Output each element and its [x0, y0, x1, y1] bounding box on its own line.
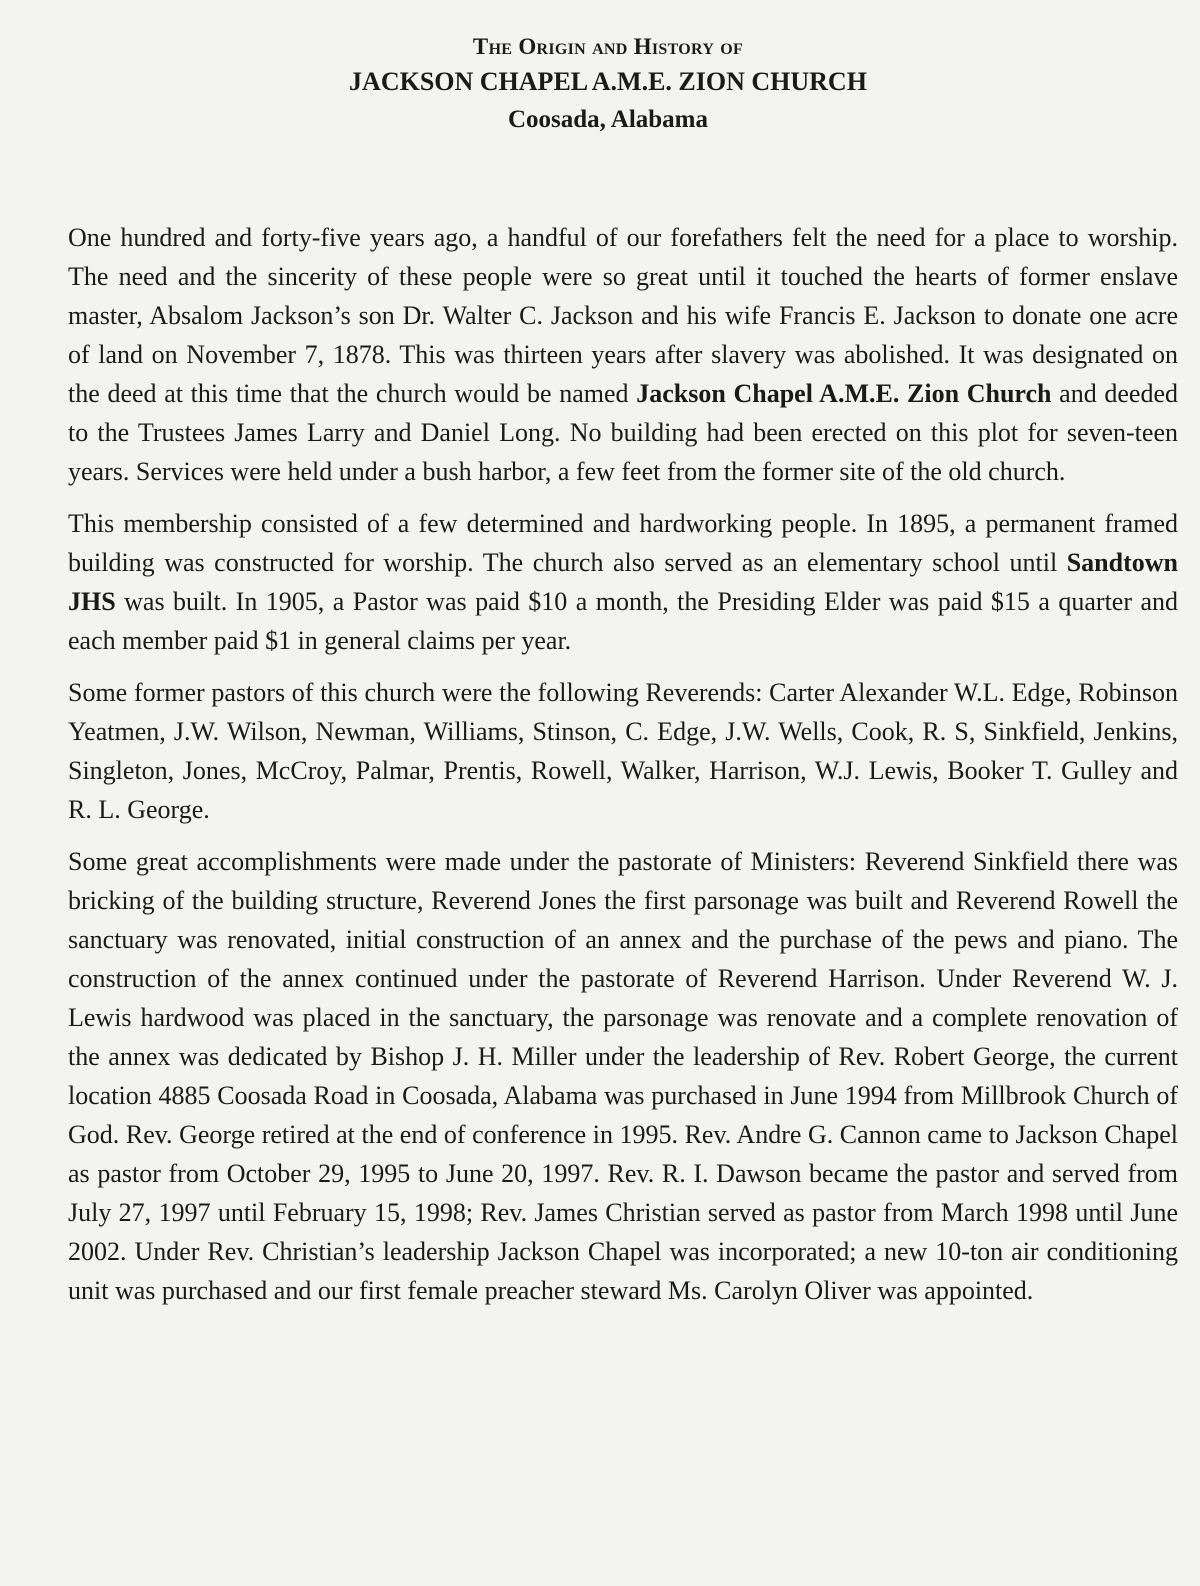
- paragraph-former-pastors: Some former pastors of this church were the following Reverends: Carter Alexander W.L. Edge, Robinson Yeatmen, J.W. Wilson, Newman, Williams, Stinson, C. Edge, J.W. Wells, Cook, R. S, Sinkfield, Jenkins, Singleton, Jones, McCroy, Palmar, Prentis, Rowell, Walker, Harrison, W.J. Lewis, Booker T. Gulley and R. L. George.: [68, 678, 1178, 824]
- paragraph-membership: [68, 504, 1178, 660]
- document-body: [68, 218, 1178, 1310]
- paragraph-accomplishments: Some great accomplishments were made under the pastorate of Ministers: Reverend Sinkfield there was bricking of the building structure, Reverend Jones the first parsonage was built and Reverend Rowell the sanctuary was renovated, initial construction of an annex and the purchase of the pews and piano. The construction of the annex continued under the pastorate of Reverend Harrison. Under Reverend W. J. Lewis hardwood was placed in the sanctuary, the parsonage was renovate and a complete renovation of the annex was dedicated by Bishop J. H. Miller under the leadership of Rev. Robert George, the current location 4885 Coosada Road in Coosada, Alabama was purchased in June 1994 from Millbrook Church of God. Rev. George retired at the end of conference in 1995. Rev. Andre G. Cannon came to Jackson Chapel as pastor from October 29, 1995 to June 20, 1997. Rev. R. I. Dawson became the pastor and served from July 27, 1997 until February 15, 1998; Rev. James Christian served as pastor from March 1998 until June 2002. Under Rev. Christian’s leadership Jackson Chapel was incorporated; a new 10-ton air conditioning unit was purchased and our first female preacher steward Ms. Carolyn Oliver was appointed.: [68, 847, 1178, 1305]
- paragraph-text: This membership consisted of a few determined and hardworking people. In 1895, a permanent framed building was constructed for worship. The church also served as an elementary school until: [68, 509, 1178, 577]
- school-name-bold: Sandtown JHS: [68, 548, 1178, 616]
- paragraph-text: and deeded to the Trustees James Larry and Daniel Long. No building had been erected on this plot for seven-teen years. Services were held under a bush harbor, a few feet from the former site of the old church.: [68, 379, 1179, 486]
- church-name-heading: JACKSON CHAPEL A.M.E. ZION CHURCH: [349, 67, 867, 96]
- paragraph-text: was built. In 1905, a Pastor was paid $10 a month, the Presiding Elder was paid $15 a quarter and each member paid $1 in general claims per year.: [68, 587, 1178, 655]
- paragraph-text: One hundred and forty-five years ago, a handful of our forefathers felt the need for a place to worship. The need and the sincerity of these people were so great until it touched the hearts of former enslave master, Absalom Jackson’s son Dr. Walter C. Jackson and his wife Francis E. Jackson to donate one acre of land on November 7, 1878. This was thirteen years after slavery was abolished. It was designated on the deed at this time that the church would be named: [68, 223, 1178, 408]
- paragraph-founding: [68, 218, 1178, 491]
- document-header: [38, 30, 1178, 140]
- church-name-bold: Jackson Chapel A.M.E. Zion Church: [636, 379, 1052, 408]
- header-title-line: The Origin and History of: [472, 34, 744, 59]
- location-heading: Coosada, Alabama: [507, 106, 709, 133]
